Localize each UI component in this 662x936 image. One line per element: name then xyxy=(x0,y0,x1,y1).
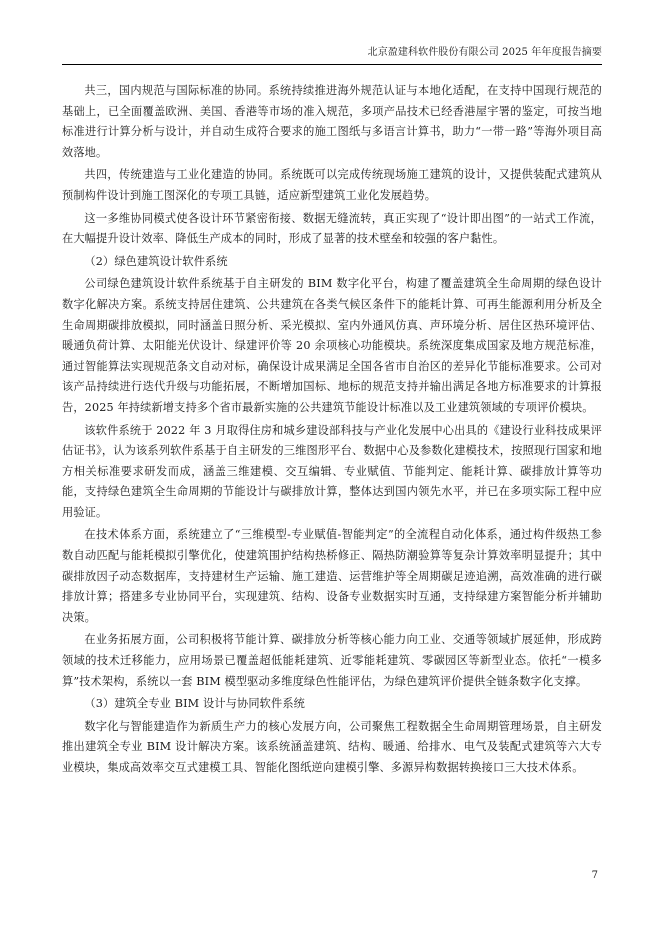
document-body xyxy=(62,81,602,781)
paragraph-collaboration-summary: 这一多维协同模式使各设计环节紧密衔接、数据无缝流转，真正实现了“设计即出图”的一站式工作流，在大幅提升设计效率、降低生产成本的同时，形成了显著的技术壁垒和较强的客户黏性。 xyxy=(62,211,602,246)
section-heading-bim-design: （3）建筑全专业 BIM 设计与协同软件系统 xyxy=(84,697,306,711)
paragraph-tech-system: 在技术体系方面，系统建立了“三维模型-专业赋值-智能判定”的全流程自动化体系，通过构件级热工参数自动匹配与能耗模拟引擎优化，使建筑围护结构热桥修正、隔热防潮验算等复杂计算效率明显提升；其中碳排放因子动态数据库，支持建材生产运输、施工建造、运营维护等全周期碳足迹追溯，高效准确的进行碳排放计算；搭建多专业协同平台，实现建筑、结构、设备专业数据实时互通，支持绿建方案智能分析并辅助决策。 xyxy=(62,528,602,624)
paragraph-green-building-overview: 公司绿色建筑设计软件系统基于自主研发的 BIM 数字化平台，构建了覆盖建筑全生命周期的绿色设计数字化解决方案。系统支持居住建筑、公共建筑在各类气候区条件下的能耗计算、可再生能源利用分析及全生命周期碳排放模拟，同时涵盖日照分析、采光模拟、室内外通风仿真、声环境分析、居住区热环境评估、暖通负荷计算、太阳能光伏设计、绿建评价等 20 余项核心功能模块。系统深度集成国家及地方规范标准，通过智能算法实现规范条文自动对标，确保设计成果满足全国各省市自治区的差异化节能标准要求。公司对该产品持续进行迭代升级与功能拓展，不断增加国标、地标的规范支持并输出满足各地方标准要求的计算报告，2025 年持续新增支持多个省市最新实施的公共建筑节能设计标准以及工业建筑领域的专项评价模块。 xyxy=(62,277,602,414)
paragraph-certification: 该软件系统于 2022 年 3 月取得住房和城乡建设部科技与产业化发展中心出具的《建设行业科技成果评估证书》，认为该系列软件系基于自主研发的三维图形平台、数据中心及参数化建模技术，按照现行国家和地方相关标准要求研发而成，涵盖三维建模、交互编辑、专业赋值、节能判定、能耗计算、碳排放计算等功能，支持绿色建筑全生命周期的节能设计与碳排放计算，整体达到国内领先水平，并已在多项实际工程中应用验证。 xyxy=(62,423,602,519)
section-heading-green-building: （2）绿色建筑设计软件系统 xyxy=(84,254,228,268)
paragraph-business-expansion: 在业务拓展方面，公司积极将节能计算、碳排放分析等核心能力向工业、交通等领域扩展延伸，形成跨领域的技术迁移能力，应用场景已覆盖超低能耗建筑、近零能耗建筑、零碳园区等新型业态。依托“一模多算”技术架构，系统以一套 BIM 模型驱动多维度绿色性能评估，为绿色建筑评价提供全链条数字化支撑。 xyxy=(62,633,602,688)
paragraph-bim-solution: 数字化与智能建造作为新质生产力的核心发展方向，公司聚焦工程数据全生命周期管理场景，自主研发推出建筑全专业 BIM 设计解决方案。该系统涵盖建筑、结构、暖通、给排水、电气及装配式建筑等六大专业模块，集成高效率交互式建模工具、智能化图纸逆向建模引擎、多源异构数据转换接口三大技术体系。 xyxy=(62,719,602,774)
paragraph-intl-standards: 共三，国内规范与国际标准的协同。系统持续推进海外规范认证与本地化适配，在支持中国现行规范的基础上，已全面覆盖欧洲、美国、香港等市场的准入规范，多项产品技术已经香港屋宇署的鉴定，可按当地标准进行计算分析与设计，并自动生成符合要求的施工图纸与多语言计算书，助力“一带一路”等海外项目高效落地。 xyxy=(62,84,602,159)
page-number: 7 xyxy=(591,870,598,881)
header-text: 北京盈建科软件股份有限公司 2025 年年度报告摘要 xyxy=(367,47,602,58)
page-header xyxy=(62,46,602,65)
paragraph-industrialized-construction: 共四，传统建造与工业化建造的协同。系统既可以完成传统现场施工建筑的设计，又提供装配式建筑从预制构件设计到施工图深化的专项工具链，适应新型建筑工业化发展趋势。 xyxy=(62,168,602,202)
